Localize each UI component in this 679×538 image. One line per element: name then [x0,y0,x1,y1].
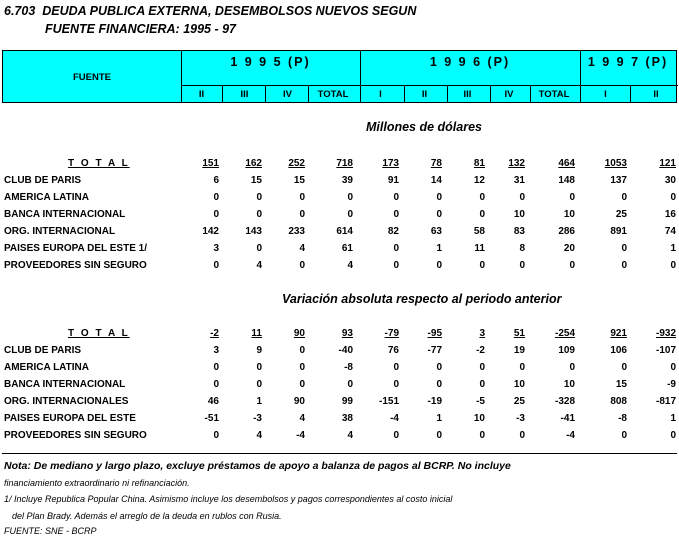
table-cell: 891 [610,226,627,237]
table-cell: 15 [250,175,262,186]
table-cell: -328 [554,396,575,407]
table-cell: 0 [569,192,575,203]
header-subcol-iv: IV [283,89,292,100]
table-cell: -4 [296,430,305,441]
table-cell: 1053 [604,158,627,169]
note-source: FUENTE: SNE - BCRP [4,526,97,536]
table-cell: 0 [436,430,442,441]
table-cell: 0 [347,379,353,390]
table-cell: 808 [610,396,627,407]
row-label: PAISES EUROPA DEL ESTE [4,413,136,424]
row-label: PAISES EUROPA DEL ESTE 1/ [4,243,147,254]
table-cell: -51 [204,413,219,424]
table-cell: -4 [566,430,575,441]
header-subcol-line [222,85,223,102]
table-cell: -19 [427,396,442,407]
table-cell: 0 [347,192,353,203]
table-cell: 233 [288,226,305,237]
table-cell: 76 [387,345,399,356]
table-cell: 0 [256,192,262,203]
header-subcol-ii: II [198,89,205,100]
table-cell: 151 [202,158,219,169]
table-cell: 63 [430,226,442,237]
note-line3: 1/ Incluye Republica Popular China. Asimismo incluye los desembolsos y pagos correspondientes al costo inicial [4,494,453,504]
table-cell: 82 [387,226,399,237]
row-label: CLUB DE PARIS [4,175,82,186]
header-subcol-iv: IV [504,89,514,100]
table-cell: -932 [655,328,676,339]
table-cell: -8 [344,362,353,373]
header-hline [181,85,678,86]
table-cell: -40 [338,345,353,356]
table-row [0,260,679,274]
table-cell: 0 [393,243,399,254]
table-cell: 148 [558,175,575,186]
table-cell: 0 [519,362,525,373]
table-row [0,430,679,444]
table-cell: 46 [207,396,219,407]
header-fuente: FUENTE [73,72,111,83]
table-cell: 614 [336,226,353,237]
table-cell: 0 [213,362,219,373]
table-cell: 4 [256,430,262,441]
table-cell: -4 [390,413,399,424]
row-label: CLUB DE PARIS [4,345,82,356]
table-cell: 0 [479,209,485,220]
table-cell: 0 [347,209,353,220]
table-cell: 25 [513,396,525,407]
table-cell: 0 [670,192,676,203]
table-cell: 11 [474,243,485,254]
table-cell: 4 [347,260,353,271]
table-cell: 25 [615,209,627,220]
table-cell: 0 [299,379,305,390]
table-cell: 142 [202,226,219,237]
table-cell: 0 [436,379,442,390]
header-subcol-ii: II [653,89,659,100]
table-row [0,328,679,342]
table-cell: 19 [513,345,525,356]
table-cell: 38 [341,413,353,424]
table-cell: 0 [670,430,676,441]
table-cell: 15 [615,379,627,390]
table-cell: 0 [213,379,219,390]
table-cell: 4 [347,430,353,441]
row-label: T O T A L [68,158,130,169]
table-cell: 3 [213,243,219,254]
table-cell: 109 [558,345,575,356]
table-cell: 0 [299,362,305,373]
table-cell: 0 [436,192,442,203]
table-cell: 0 [621,362,627,373]
table-cell: 10 [513,379,525,390]
table-cell: 0 [479,430,485,441]
table-cell: 1 [256,396,262,407]
row-label: PROVEEDORES SIN SEGURO [4,260,147,271]
table-row [0,362,679,376]
table-cell: 10 [563,379,575,390]
note-line1: Nota: De mediano y largo plazo, excluye préstamos de apoyo a balanza de pagos al BCRP. No incluye [4,460,511,472]
table-cell: 90 [293,328,305,339]
table-cell: 10 [513,209,525,220]
table-cell: -79 [384,328,399,339]
table-cell: 10 [563,209,575,220]
table-cell: 0 [393,379,399,390]
table-cell: 921 [610,328,627,339]
table-cell: 0 [213,209,219,220]
footer-rule [2,453,677,454]
row-label: BANCA INTERNACIONAL [4,379,126,390]
header-subcol-total: TOTAL [538,89,570,100]
table-cell: 0 [621,192,627,203]
table-cell: 106 [610,345,627,356]
table-title-line2: FUENTE FINANCIERA: 1995 - 97 [45,22,237,36]
note-line4: del Plan Brady. Además el arreglo de la deuda en rublos con Rusia. [12,511,282,521]
table-cell: 0 [213,192,219,203]
row-label: ORG. INTERNACIONAL [4,226,116,237]
table-cell: 1 [670,413,676,424]
table-cell: 0 [256,362,262,373]
row-label: ORG. INTERNACIONALES [4,396,129,407]
table-cell: 9 [256,345,262,356]
table-cell: 0 [213,260,219,271]
table-cell: 0 [479,260,485,271]
table-cell: 4 [299,413,305,424]
table-cell: 143 [245,226,262,237]
table-cell: 0 [299,209,305,220]
table-cell: 4 [256,260,262,271]
table-row [0,243,679,257]
table-cell: 15 [293,175,305,186]
table-cell: -107 [655,345,676,356]
table-cell: 0 [436,209,442,220]
table-cell: 6 [213,175,219,186]
table-cell: 31 [513,175,525,186]
table-cell: 0 [436,260,442,271]
table-cell: 0 [621,430,627,441]
table-cell: -817 [655,396,676,407]
table-cell: 0 [256,379,262,390]
table-cell: -9 [667,379,676,390]
table-cell: -2 [476,345,485,356]
table-row [0,209,679,223]
table-cell: 0 [299,192,305,203]
table-cell: 0 [393,430,399,441]
table-row [0,226,679,240]
table-cell: 1 [670,243,676,254]
table-cell: 0 [256,209,262,220]
table-cell: -95 [427,328,442,339]
header-year-1997: 1 9 9 7 (P) [587,55,669,69]
table-cell: 0 [393,209,399,220]
table-row [0,345,679,359]
table-cell: 0 [213,430,219,441]
table-cell: 93 [341,328,353,339]
table-cell: 0 [299,260,305,271]
header-year-1996: 1 9 9 6 (P) [429,55,511,69]
table-cell: 121 [659,158,676,169]
table-cell: 78 [430,158,442,169]
header-subcol-total: TOTAL [317,89,349,100]
table-cell: 464 [558,158,575,169]
section-title: Millones de dólares [366,120,483,134]
table-cell: 0 [479,192,485,203]
table-cell: -2 [210,328,219,339]
table-cell: -3 [516,413,525,424]
table-cell: 252 [288,158,305,169]
table-cell: 14 [430,175,442,186]
table-cell: 0 [519,430,525,441]
table-cell: 0 [393,362,399,373]
table-cell: 286 [558,226,575,237]
table-cell: 0 [299,345,305,356]
table-cell: 3 [213,345,219,356]
header-subcol-iii: III [463,89,472,100]
table-cell: 10 [473,413,485,424]
table-cell: 0 [479,379,485,390]
table-cell: -3 [253,413,262,424]
table-cell: 8 [519,243,525,254]
table-cell: 81 [473,158,485,169]
table-cell: 30 [664,175,676,186]
table-cell: -151 [378,396,399,407]
header-subcol-line [265,85,266,102]
table-cell: -5 [476,396,485,407]
table-cell: 74 [664,226,676,237]
table-cell: 137 [610,175,627,186]
table-cell: 718 [336,158,353,169]
table-cell: 0 [479,362,485,373]
header-subcol-i: I [379,89,382,100]
table-cell: 0 [393,260,399,271]
table-cell: 20 [563,243,575,254]
table-row [0,379,679,393]
table-cell: 1 [436,413,442,424]
header-subcol-iii: III [240,89,249,100]
table-cell: 0 [569,362,575,373]
table-cell: 0 [670,362,676,373]
table-cell: 0 [670,260,676,271]
header-year-1995: 1 9 9 5 (P) [230,55,311,69]
table-cell: 0 [256,243,262,254]
table-cell: -8 [618,413,627,424]
table-cell: 91 [387,175,399,186]
table-cell: 61 [341,243,353,254]
header-subcol-ii: II [421,89,428,100]
table-cell: 51 [513,328,525,339]
row-label: AMERICA LATINA [4,192,89,203]
table-cell: 12 [473,175,485,186]
table-cell: 0 [436,362,442,373]
table-cell: 83 [513,226,525,237]
table-cell: 0 [519,260,525,271]
table-cell: 90 [293,396,305,407]
table-cell: 4 [299,243,305,254]
header-subcol-line [308,85,309,102]
table-header [2,50,677,103]
table-cell: 11 [251,328,262,339]
table-cell: -77 [427,345,442,356]
table-cell: 3 [479,328,485,339]
table-cell: 1 [436,243,442,254]
table-cell: 0 [393,192,399,203]
table-cell: -254 [554,328,575,339]
table-cell: 99 [341,396,353,407]
table-cell: 132 [508,158,525,169]
header-subcol-line [630,85,631,102]
table-row [0,413,679,427]
table-cell: 0 [519,192,525,203]
section-title: Variación absoluta respecto al periodo anterior [282,292,562,306]
row-label: T O T A L [68,328,130,339]
table-cell: 58 [473,226,485,237]
table-cell: 16 [664,209,676,220]
table-cell: 173 [382,158,399,169]
table-cell: 0 [621,243,627,254]
row-label: PROVEEDORES SIN SEGURO [4,430,147,441]
table-cell: -41 [560,413,575,424]
table-cell: 0 [569,260,575,271]
row-label: BANCA INTERNACIONAL [4,209,126,220]
table-row [0,175,679,189]
row-label: AMERICA LATINA [4,362,89,373]
table-cell: 0 [621,260,627,271]
header-subcol-i: I [604,89,607,100]
table-cell: 39 [341,175,353,186]
table-row [0,158,679,172]
table-row [0,396,679,410]
table-row [0,192,679,206]
note-line2: financiamiento extraordinario ni refinanciación. [4,478,190,488]
table-title-line1: 6.703 DEUDA PUBLICA EXTERNA, DESEMBOLSOS NUEVOS SEGUN [4,4,417,18]
table-cell: 162 [245,158,262,169]
